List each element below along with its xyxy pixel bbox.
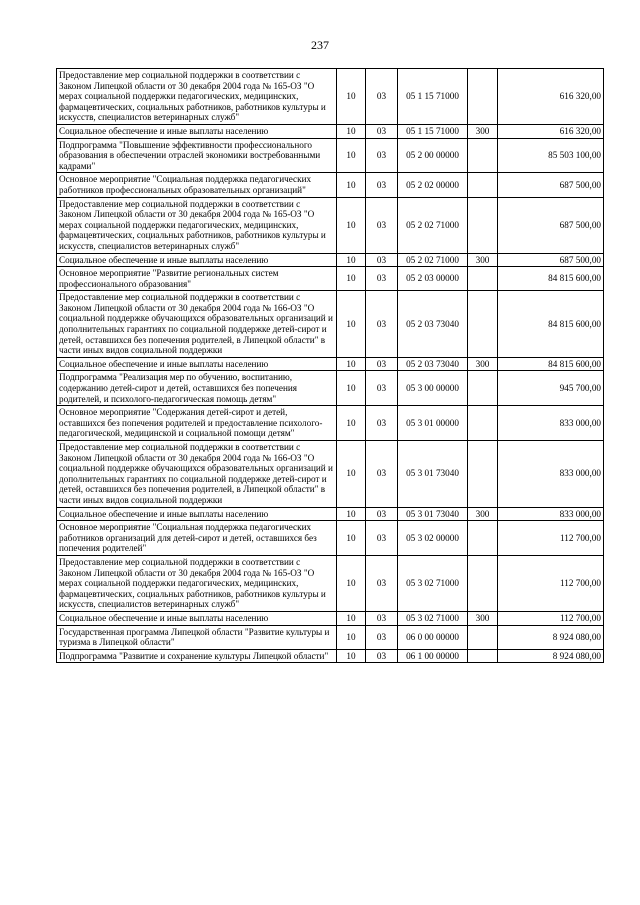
row-target-code: 05 2 02 71000 [398, 197, 468, 253]
row-expense-type [468, 197, 498, 253]
row-subsection: 03 [366, 253, 398, 267]
row-target-code: 05 3 01 00000 [398, 406, 468, 441]
row-subsection: 03 [366, 521, 398, 556]
row-expense-type: 300 [468, 124, 498, 138]
row-section: 10 [337, 611, 366, 625]
row-target-code: 05 1 15 71000 [398, 69, 468, 125]
row-section: 10 [337, 291, 366, 358]
row-amount: 687 500,00 [498, 173, 604, 197]
table-row [57, 138, 604, 173]
row-target-code: 05 2 00 00000 [398, 138, 468, 173]
row-expense-type [468, 371, 498, 406]
table-row [57, 649, 604, 663]
row-section: 10 [337, 253, 366, 267]
row-subsection: 03 [366, 69, 398, 125]
row-subsection: 03 [366, 124, 398, 138]
row-section: 10 [337, 625, 366, 649]
row-subsection: 03 [366, 173, 398, 197]
row-name: Подпрограмма "Развитие и сохранение культуры Липецкой области" [57, 649, 337, 663]
table-row [57, 253, 604, 267]
table-row [57, 521, 604, 556]
row-amount: 84 815 600,00 [498, 357, 604, 371]
table-row [57, 371, 604, 406]
row-subsection: 03 [366, 371, 398, 406]
row-subsection: 03 [366, 441, 398, 508]
row-name: Социальное обеспечение и иные выплаты населению [57, 357, 337, 371]
table-row [57, 357, 604, 371]
row-subsection: 03 [366, 555, 398, 611]
row-section: 10 [337, 138, 366, 173]
row-name: Предоставление мер социальной поддержки в соответствии с Законом Липецкой области от 30 декабря 2004 года № 166-ОЗ "О социальной поддержке обучающихся образовательных организаций и дополнительных гарантиях по социальной поддержке детей-сирот и детей, оставшихся без попечения родителей, в Липецкой области" в части иных видов социальной поддержки [57, 441, 337, 508]
row-subsection: 03 [366, 138, 398, 173]
table-row [57, 441, 604, 508]
row-section: 10 [337, 649, 366, 663]
table-row [57, 69, 604, 125]
row-target-code: 05 1 15 71000 [398, 124, 468, 138]
row-expense-type: 300 [468, 253, 498, 267]
row-subsection: 03 [366, 291, 398, 358]
row-amount: 945 700,00 [498, 371, 604, 406]
row-target-code: 05 2 03 73040 [398, 357, 468, 371]
row-amount: 687 500,00 [498, 197, 604, 253]
row-subsection: 03 [366, 649, 398, 663]
row-name: Основное мероприятие "Содержания детей-сирот и детей, оставшихся без попечения родителей и предоставление психолого-педагогической, медицинской и социальной помощи детям" [57, 406, 337, 441]
row-target-code: 05 3 00 00000 [398, 371, 468, 406]
row-expense-type [468, 625, 498, 649]
table-row [57, 406, 604, 441]
row-amount: 84 815 600,00 [498, 291, 604, 358]
row-section: 10 [337, 441, 366, 508]
row-section: 10 [337, 507, 366, 521]
row-section: 10 [337, 406, 366, 441]
page-number: 237 [311, 38, 329, 52]
row-expense-type [468, 173, 498, 197]
row-expense-type [468, 138, 498, 173]
row-name: Подпрограмма "Реализация мер по обучению, воспитанию, содержанию детей-сирот и детей, оставшихся без попечения родителей, и психолого-педагогическая помощь детям" [57, 371, 337, 406]
row-section: 10 [337, 521, 366, 556]
row-target-code: 06 0 00 00000 [398, 625, 468, 649]
row-target-code: 05 3 01 73040 [398, 441, 468, 508]
row-target-code: 05 3 02 71000 [398, 555, 468, 611]
table-row [57, 555, 604, 611]
row-target-code: 05 3 02 71000 [398, 611, 468, 625]
row-section: 10 [337, 124, 366, 138]
row-name: Предоставление мер социальной поддержки в соответствии с Законом Липецкой области от 30 декабря 2004 года № 165-ОЗ "О мерах социальной поддержки педагогических, медицинских, фармацевтических, социальных работников, работников культуры и искусств, специалистов ветеринарных служб" [57, 555, 337, 611]
row-section: 10 [337, 267, 366, 291]
table-row [57, 124, 604, 138]
row-amount: 833 000,00 [498, 507, 604, 521]
row-name: Основное мероприятие "Социальная поддержка педагогических работников профессиональных образовательных организаций" [57, 173, 337, 197]
row-target-code: 05 3 01 73040 [398, 507, 468, 521]
row-name: Социальное обеспечение и иные выплаты населению [57, 507, 337, 521]
row-section: 10 [337, 357, 366, 371]
row-expense-type [468, 291, 498, 358]
row-amount: 112 700,00 [498, 555, 604, 611]
row-expense-type: 300 [468, 357, 498, 371]
row-expense-type: 300 [468, 611, 498, 625]
row-target-code: 05 2 03 73040 [398, 291, 468, 358]
row-name: Основное мероприятие "Социальная поддержка педагогических работников организаций для детей-сирот и детей, оставшихся без попечения родителей" [57, 521, 337, 556]
row-name: Социальное обеспечение и иные выплаты населению [57, 124, 337, 138]
row-subsection: 03 [366, 507, 398, 521]
row-name: Основное мероприятие "Развитие региональных систем профессионального образования" [57, 267, 337, 291]
table-row [57, 611, 604, 625]
row-target-code: 05 2 02 71000 [398, 253, 468, 267]
row-amount: 687 500,00 [498, 253, 604, 267]
row-amount: 833 000,00 [498, 441, 604, 508]
row-amount: 8 924 080,00 [498, 649, 604, 663]
row-amount: 616 320,00 [498, 69, 604, 125]
row-name: Государственная программа Липецкой области "Развитие культуры и туризма в Липецкой области" [57, 625, 337, 649]
row-name: Социальное обеспечение и иные выплаты населению [57, 253, 337, 267]
table-row [57, 625, 604, 649]
row-expense-type [468, 406, 498, 441]
row-name: Предоставление мер социальной поддержки в соответствии с Законом Липецкой области от 30 декабря 2004 года № 165-ОЗ "О мерах социальной поддержки педагогических, медицинских, фармацевтических, социальных работников, работников культуры и искусств, специалистов ветеринарных служб" [57, 197, 337, 253]
table-row [57, 197, 604, 253]
row-section: 10 [337, 197, 366, 253]
table-row [57, 173, 604, 197]
row-expense-type [468, 521, 498, 556]
row-expense-type [468, 441, 498, 508]
row-amount: 8 924 080,00 [498, 625, 604, 649]
table-row [57, 291, 604, 358]
row-expense-type [468, 267, 498, 291]
row-target-code: 05 2 02 00000 [398, 173, 468, 197]
row-expense-type [468, 555, 498, 611]
row-amount: 112 700,00 [498, 521, 604, 556]
row-target-code: 06 1 00 00000 [398, 649, 468, 663]
row-section: 10 [337, 69, 366, 125]
row-amount: 616 320,00 [498, 124, 604, 138]
row-target-code: 05 2 03 00000 [398, 267, 468, 291]
row-expense-type [468, 649, 498, 663]
row-section: 10 [337, 371, 366, 406]
row-amount: 112 700,00 [498, 611, 604, 625]
table-row [57, 267, 604, 291]
row-subsection: 03 [366, 197, 398, 253]
row-name: Предоставление мер социальной поддержки в соответствии с Законом Липецкой области от 30 декабря 2004 года № 166-ОЗ "О социальной поддержке обучающихся образовательных организаций и дополнительных гарантиях по социальной поддержке детей-сирот и детей, оставшихся без попечения родителей, в Липецкой области" в части иных видов социальной поддержки [57, 291, 337, 358]
row-subsection: 03 [366, 357, 398, 371]
table-row [57, 507, 604, 521]
row-name: Подпрограмма "Повышение эффективности профессионального образования в обеспечении отраслей экономики востребованными кадрами" [57, 138, 337, 173]
row-subsection: 03 [366, 267, 398, 291]
row-name: Предоставление мер социальной поддержки в соответствии с Законом Липецкой области от 30 декабря 2004 года № 165-ОЗ "О мерах социальной поддержки педагогических, медицинских, фармацевтических, социальных работников, работников культуры и искусств, специалистов ветеринарных служб" [57, 69, 337, 125]
row-expense-type [468, 69, 498, 125]
row-amount: 833 000,00 [498, 406, 604, 441]
row-name: Социальное обеспечение и иные выплаты населению [57, 611, 337, 625]
row-subsection: 03 [366, 625, 398, 649]
row-expense-type: 300 [468, 507, 498, 521]
row-section: 10 [337, 555, 366, 611]
row-subsection: 03 [366, 406, 398, 441]
row-subsection: 03 [366, 611, 398, 625]
row-target-code: 05 3 02 00000 [398, 521, 468, 556]
row-section: 10 [337, 173, 366, 197]
budget-table [56, 68, 604, 663]
row-amount: 84 815 600,00 [498, 267, 604, 291]
row-amount: 85 503 100,00 [498, 138, 604, 173]
